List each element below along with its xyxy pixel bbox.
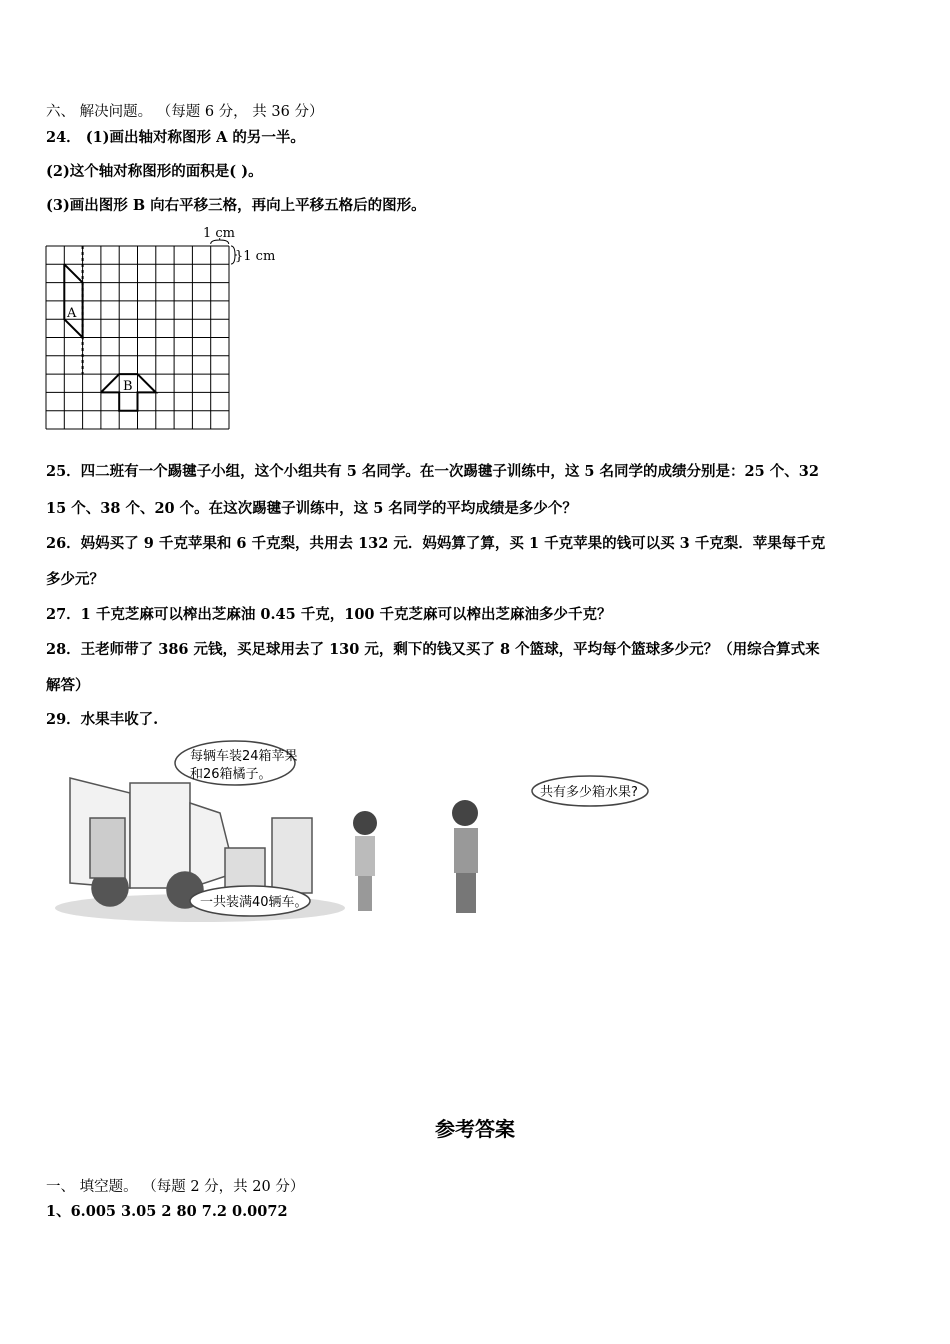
q27-line1: 27．1 千克芝麻可以榨出芝麻油 0.45 千克，100 千克芝麻可以榨出芝麻油多少千克？ [46,606,612,623]
fruit-truck-illustration [50,738,650,928]
label-a: A [67,306,77,321]
unit-label-top: 1 cm [203,226,236,241]
q24-part3: (3)画出图形 B 向右平移三格，再向上平移五格后的图形。 [46,197,426,214]
q28-line1: 28．王老师带了 386 元钱，买足球用去了 130 元，剩下的钱又买了 8 个篮球，平均每个篮球多少元？（用综合算式来 [46,641,820,658]
grid-figure [40,220,290,435]
bubble-truck-line2: 和26箱橘子。 [190,767,272,782]
children [353,800,478,913]
q25-line2: 15 个、38 个、20 个。在这次踢毽子训练中，这 5 名同学的平均成绩是多少个？ [46,500,577,517]
unit-label-right: }1 cm [235,249,276,264]
bubble-truck-line1: 每辆车装24箱苹果 [190,749,298,764]
q29-line1: 29．水果丰收了. [46,711,159,728]
answer-key-title: 参考答案 [435,1117,515,1141]
q26-line1: 26．妈妈买了 9 千克苹果和 6 千克梨，共用去 132 元．妈妈算了算，买 1 千克苹果的钱可以买 3 千克梨．苹果每千克 [46,535,826,552]
q25-line1: 25．四二班有一个踢毽子小组，这个小组共有 5 名同学。在一次踢毽子训练中，这 5 名同学的成绩分别是：25 个、32 [46,463,819,480]
q28-line2: 解答） [46,677,90,694]
bubble-boy-text: 共有多少箱水果? [540,785,638,800]
answer-section-1-heading: 一、 填空题。 （每题 2 分，共 20 分） [46,1179,305,1195]
section-6-heading: 六、 解决问题。 （每题 6 分， 共 36 分） [46,104,324,120]
q24-part2: (2)这个轴对称图形的面积是( )。 [46,163,263,180]
answer-1: 1、6.005 3.05 2 80 7.2 0.0072 [46,1203,288,1220]
q26-line2: 多少元？ [46,571,104,588]
q24-part1: 24． (1)画出轴对称图形 A 的另一半。 [46,129,305,146]
label-b: B [123,379,133,394]
bubble-girl-text: 一共装满40辆车。 [200,895,308,910]
